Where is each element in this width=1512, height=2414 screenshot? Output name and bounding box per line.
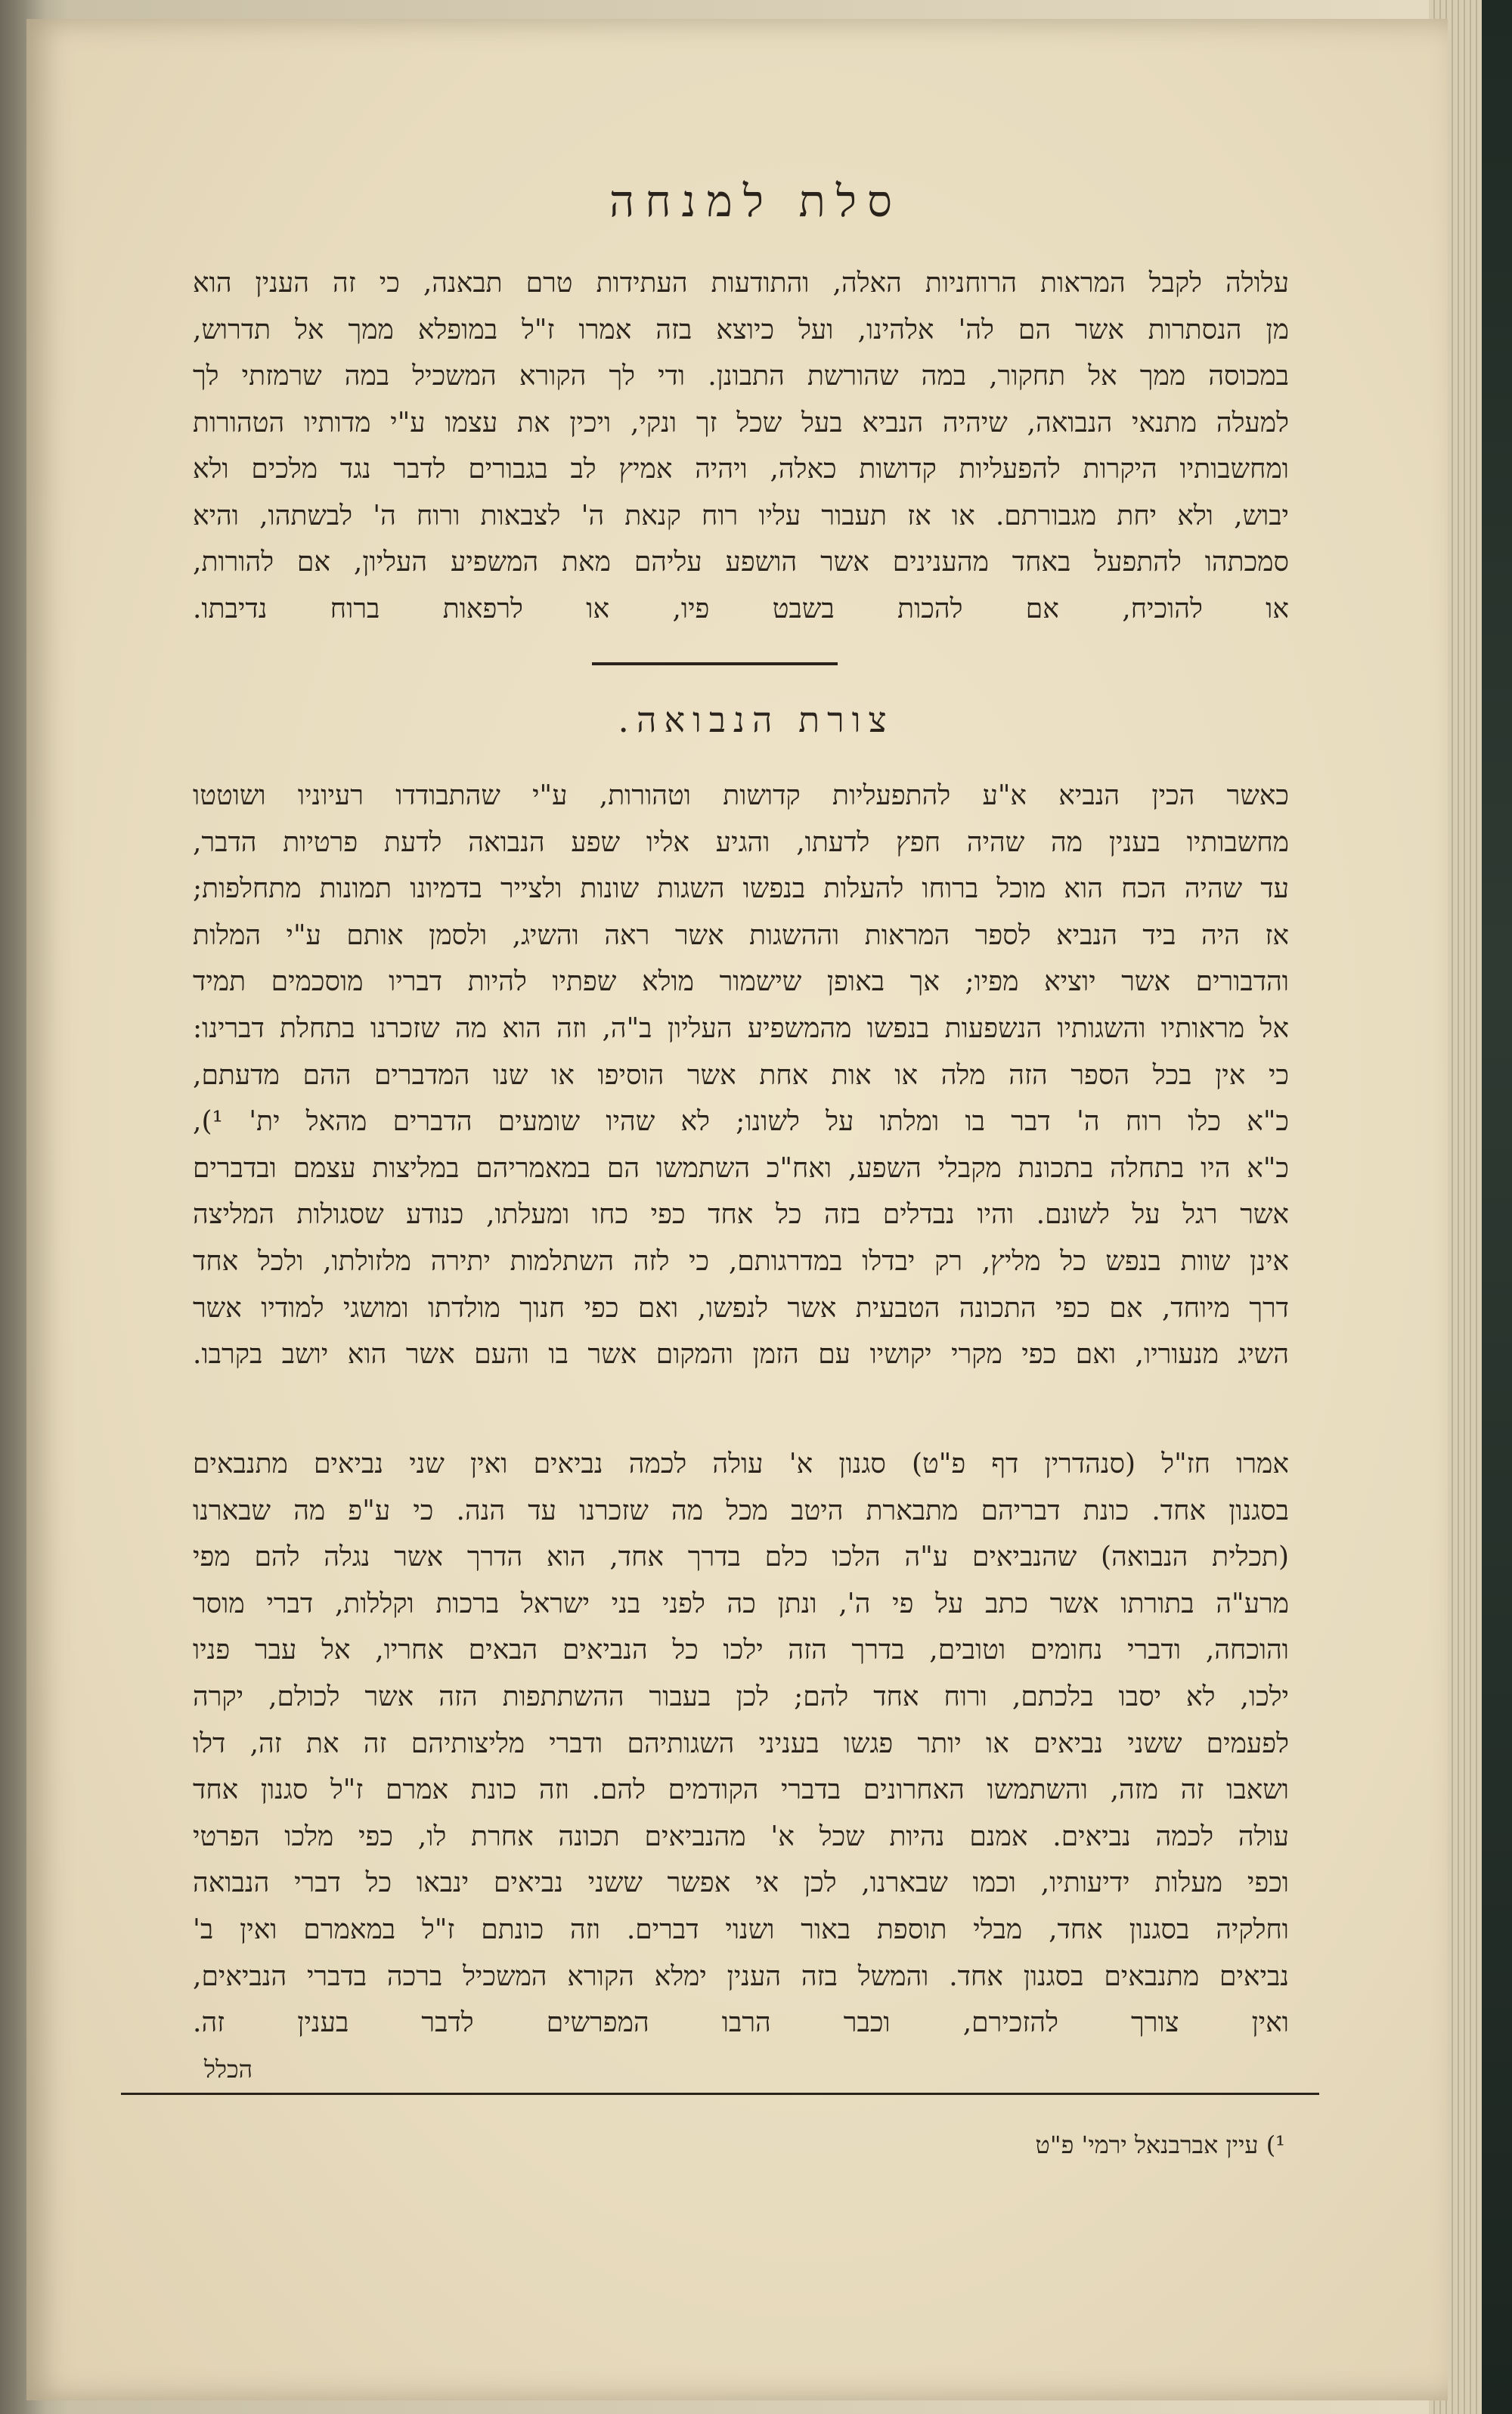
text-line: או להוכיח, אם להכות בשבט פיו, או לרפאות ברוח נדיבתו. bbox=[193, 593, 1289, 624]
text-line: אמרו חז"ל (סנהדרין דף פ"ט) סגנון א' עולה לכמה נביאים ואין שני נביאים מתנבאים bbox=[193, 1449, 1289, 1480]
text-line: ושאבו זה מזה, והשתמשו האחרונים בדברי הקודמים להם. וזה כונת אמרם ז"ל סגנון אחד bbox=[193, 1774, 1289, 1806]
text-line: מרע"ה בתורתו אשר כתב על פי ה', ונתן כה לפני בני ישראל ברכות וקללות, דברי מוסר bbox=[193, 1588, 1289, 1619]
text-line: בסגנון אחד. כונת דבריהם מתבארת היטב מכל מה שזכרנו עד הנה. כי ע"פ מה שבארנו bbox=[193, 1495, 1289, 1526]
section-title-solet-laminchah: סלת למנחה bbox=[609, 175, 903, 227]
text-line: נביאים מתנבאים בסגנון אחד. והמשל בזה הענין ימלא הקורא המשכיל ברכה בדברי הנביאים, bbox=[193, 1960, 1289, 1992]
text-line: סמכתהו להתפעל באחד מהענינים אשר הושפע עליהם מאת המשפיע העליון, אם להורות, bbox=[193, 547, 1289, 578]
text-line: עולה לכמה נביאים. אמנם נהיות שכל א' מהנביאים תכונה אחרת לו, כפי מלכו הפרטי bbox=[193, 1821, 1289, 1852]
text-line: וכפי מעלות ידיעותיו, וכמו שבארנו, לכן אי אפשר ששני נביאים ינבאו כל דברי הנבואה bbox=[193, 1867, 1289, 1899]
text-line: מחשבותיו בענין מה שהיה חפץ לדעתו, והגיע אליו שפע הנבואה לדעת פרטיות הדבר, bbox=[193, 826, 1289, 858]
text-line: למעלה מתנאי הנבואה, שיהיה הנביא בעל שכל זך ונקי, ויכין את עצמו ע"י מדותיו הטהורות bbox=[193, 407, 1289, 438]
text-line: עלולה לקבל המראות הרוחניות האלה, והתודעות העתידות טרם תבאנה, כי זה הענין הוא bbox=[193, 268, 1289, 299]
section-divider bbox=[592, 662, 838, 665]
text-line: אשר רגל על לשונם. והיו נבדלים בזה כל אחד כפי כחו ומעלתו, כנודע שסגולות המליצה bbox=[193, 1199, 1289, 1231]
text-line: כאשר הכין הנביא א"ע להתפעליות קדושות וטהורות, ע"י שהתבודדו רעיוניו ושוטטו bbox=[193, 780, 1289, 811]
text-line: יבוש, ולא יחת מגבורתם. או אז תעבור עליו רוח קנאת ה' לצבאות ורוח ה' לבשתהו, והיא bbox=[193, 500, 1289, 531]
text-line: כ"א כלו רוח ה' דבר בו ומלתו על לשונו; לא שהיו שומעים הדברים מהאל ית' ¹), bbox=[193, 1106, 1289, 1138]
section-title-tzurat-hanevuah: צורת הנבואה. bbox=[618, 699, 894, 740]
text-line: ומחשבותיו היקרות להפעליות קדושות כאלה, ויהיה אמיץ לב בגבורים לדבר נגד מלכים ולא bbox=[193, 454, 1289, 485]
text-line: אז היה ביד הנביא לספר המראות וההשגות אשר ראה והשיג, ולסמן אותם ע"י המלות bbox=[193, 919, 1289, 951]
text-line: לפעמים ששני נביאים או יותר פגשו בעניני השגותיהם ודברי מליצותיהם זה את זה, דלו bbox=[193, 1728, 1289, 1759]
book-binding bbox=[1482, 0, 1512, 2414]
text-line: כי אין בכל הספר הזה מלה או אות אחת אשר הוסיפו או שנו המדברים ההם מדעתם, bbox=[193, 1059, 1289, 1091]
text-line: אל מראותיו והשגותיו הנשפעות בנפשו מהמשפיע העליון ב"ה, וזה הוא מה שזכרנו בתחלת דברינו: bbox=[193, 1013, 1289, 1044]
text-line: השיג מנעוריו, ואם כפי מקרי יקושיו עם הזמן והמקום אשר בו והעם אשר הוא יושב בקרבו. bbox=[193, 1339, 1289, 1371]
text-line: דרך מיוחד, אם כפי התכונה הטבעית אשר לנפשו, ואם כפי חנוך מולדתו ומושגי למודיו אשר bbox=[193, 1292, 1289, 1324]
text-line: (תכלית הנבואה) שהנביאים ע"ה הלכו כלם בדרך אחד, הוא הדרך אשר נגלה להם מפי bbox=[193, 1542, 1289, 1573]
footnote: ¹) עיין אברבנאל ירמי' פ"ט bbox=[1035, 2130, 1285, 2159]
text-line: וחלקיה בסגנון אחד, מבלי תוספת באור ושנוי דברים. וזה כונתם ז"ל במאמרם ואין ב' bbox=[193, 1914, 1289, 1945]
text-line: והוכחה, ודברי נחומים וטובים, בדרך הזה ילכו כל הנביאים הבאים אחריו, אל עבר פניו bbox=[193, 1635, 1289, 1666]
text-line: ואין צורך להזכירם, וכבר הרבו המפרשים לדבר בענין זה. bbox=[193, 2007, 1289, 2039]
text-line: והדבורים אשר יוציא מפיו; אך באופן שישמור מולא שפתיו להיות דבריו מוסכמים תמיד bbox=[193, 966, 1289, 998]
text-line: במכוסה ממך אל תחקור, במה שהורשת התבונן. ודי לך הקורא המשכיל במה שרמזתי לך bbox=[193, 361, 1289, 392]
text-line: עד שהיה הכח הוא מוכל ברוחו להעלות בנפשו השגות שונות ולצייר בדמיונו תמונות מתחלפות; bbox=[193, 873, 1289, 905]
footnote-rule bbox=[121, 2093, 1319, 2095]
text-line: ילכו, לא יסבו בלכתם, ורוח אחד להם; לכן בעבור ההשתתפות הזה אשר לכולם, יקרה bbox=[193, 1681, 1289, 1712]
text-line: כ"א היו בתחלה בתכונת מקבלי השפע, ואח"כ השתמשו הם במאמריהם במליצות עצמם ובדברים bbox=[193, 1152, 1289, 1184]
text-line: אינן שוות בנפש כל מליץ, רק יבדלו במדרגותם, כי לזה השתלמות יתירה מלזולתו, ולכל אחד bbox=[193, 1246, 1289, 1277]
text-line: מן הנסתרות אשר הם לה' אלהינו, ועל כיוצא בזה אמרו ז"ל במופלא ממך אל תדרוש, bbox=[193, 314, 1289, 346]
catchword: הכלל bbox=[204, 2055, 253, 2084]
